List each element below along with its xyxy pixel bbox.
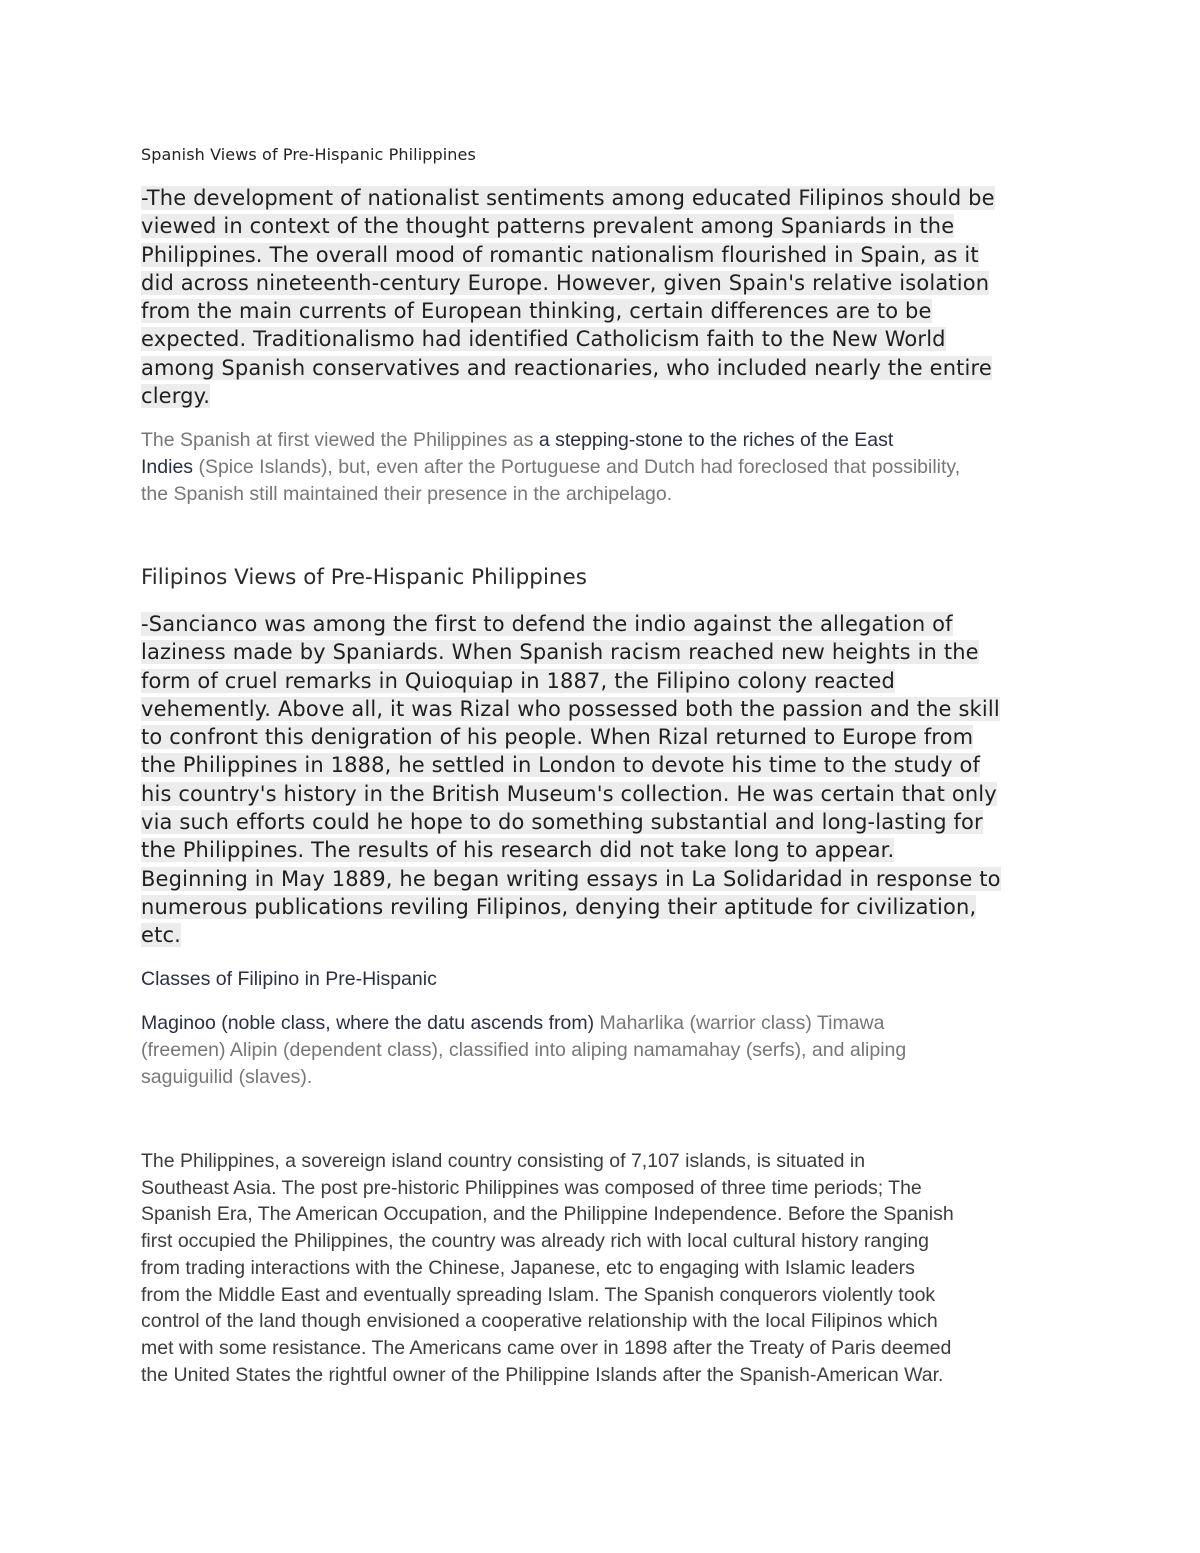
- note-text: (Spice Islands), but, even after the Portuguese and Dutch had foreclosed that possibility,: [193, 456, 961, 478]
- paragraph-line: -The development of nationalist sentiments among educated Filipinos should be: [141, 186, 995, 210]
- paragraph-line: etc.: [141, 923, 181, 948]
- note-emphasis: a stepping-stone to the riches of the East: [538, 429, 894, 451]
- paragraph-line: Spanish Era, The American Occupation, and the Philippine Independence. Before the Spanish: [141, 1203, 954, 1226]
- paragraph-line: Philippines. The overall mood of romantic nationalism flourished in Spain, as it: [141, 242, 979, 267]
- paragraph-line: laziness made by Spaniards. When Spanish racism reached new heights in the: [141, 640, 979, 665]
- paragraph-line: from the Middle East and eventually spreading Islam. The Spanish conquerors violently took: [141, 1283, 936, 1306]
- paragraph-line: -Sancianco was among the first to defend the indio against the allegation of: [141, 612, 953, 636]
- paragraph-line: among Spanish conservatives and reactionaries, who included nearly the entire: [141, 355, 992, 380]
- section-title-spanish-views: Spanish Views of Pre-Hispanic Philippines: [141, 145, 476, 164]
- paragraph-line: Beginning in May 1889, he began writing essays in La Solidaridad in response to: [141, 866, 1001, 891]
- paragraph-line: clergy.: [141, 384, 211, 409]
- paragraph-line: first occupied the Philippines, the country was already rich with local cultural history ranging: [141, 1230, 929, 1253]
- paragraph-line: control of the land though envisioned a cooperative relationship with the local Filipinos which: [141, 1310, 938, 1333]
- paragraph-line: expected. Traditionalismo had identified Catholicism faith to the New World: [141, 327, 946, 352]
- note-text: The Spanish at first viewed the Philippines as: [141, 429, 539, 451]
- spanish-views-paragraph: [141, 184, 1061, 410]
- classes-text: Maharlika (warrior class) Timawa: [594, 1012, 885, 1034]
- spanish-note-paragraph: [141, 427, 1061, 508]
- classes-text: (freemen) Alipin (dependent class), classified into aliping namamahay (serfs), and aliping: [141, 1039, 907, 1061]
- paragraph-line: the Philippines. The results of his research did not take long to appear.: [141, 838, 895, 863]
- paragraph-line: from trading interactions with the Chinese, Japanese, etc to engaging with Islamic leaders: [141, 1256, 915, 1279]
- filipino-views-paragraph: [141, 610, 1061, 950]
- paragraph-line: to confront this denigration of his people. When Rizal returned to Europe from: [141, 725, 974, 750]
- summary-paragraph: [141, 1148, 1061, 1388]
- paragraph-line: met with some resistance. The Americans came over in 1898 after the Treaty of Paris deemed: [141, 1336, 952, 1359]
- note-emphasis: Indies: [141, 456, 194, 478]
- paragraph-line: the United States the rightful owner of the Philippine Islands after the Spanish-American War.: [141, 1363, 944, 1386]
- classes-paragraph: [141, 1010, 1061, 1091]
- paragraph-line: numerous publications reviling Filipinos, denying their aptitude for civilization,: [141, 894, 977, 919]
- paragraph-line: The Philippines, a sovereign island country consisting of 7,107 islands, is situated in: [141, 1150, 866, 1172]
- classes-text: saguiguilid (slaves).: [141, 1066, 313, 1088]
- paragraph-line: the Philippines in 1888, he settled in London to devote his time to the study of: [141, 753, 981, 778]
- classes-emphasis: Maginoo (noble class, where the datu ascends from): [141, 1012, 595, 1034]
- section-title-filipino-views: Filipinos Views of Pre-Hispanic Philippines: [141, 565, 587, 590]
- paragraph-line: Southeast Asia. The post pre-historic Philippines was composed of three time periods; The: [141, 1176, 922, 1199]
- paragraph-line: form of cruel remarks in Quioquiap in 1887, the Filipino colony reacted: [141, 668, 895, 693]
- classes-heading: Classes of Filipino in Pre-Hispanic: [141, 968, 437, 990]
- paragraph-line: via such efforts could he hope to do something substantial and long-lasting for: [141, 810, 983, 835]
- paragraph-line: his country's history in the British Museum's collection. He was certain that only: [141, 781, 997, 806]
- paragraph-line: from the main currents of European thinking, certain differences are to be: [141, 299, 932, 324]
- note-text: the Spanish still maintained their presence in the archipelago.: [141, 483, 673, 505]
- paragraph-line: did across nineteenth-century Europe. However, given Spain's relative isolation: [141, 270, 990, 295]
- paragraph-line: viewed in context of the thought patterns prevalent among Spaniards in the: [141, 214, 955, 239]
- paragraph-line: vehemently. Above all, it was Rizal who possessed both the passion and the skill: [141, 696, 1000, 721]
